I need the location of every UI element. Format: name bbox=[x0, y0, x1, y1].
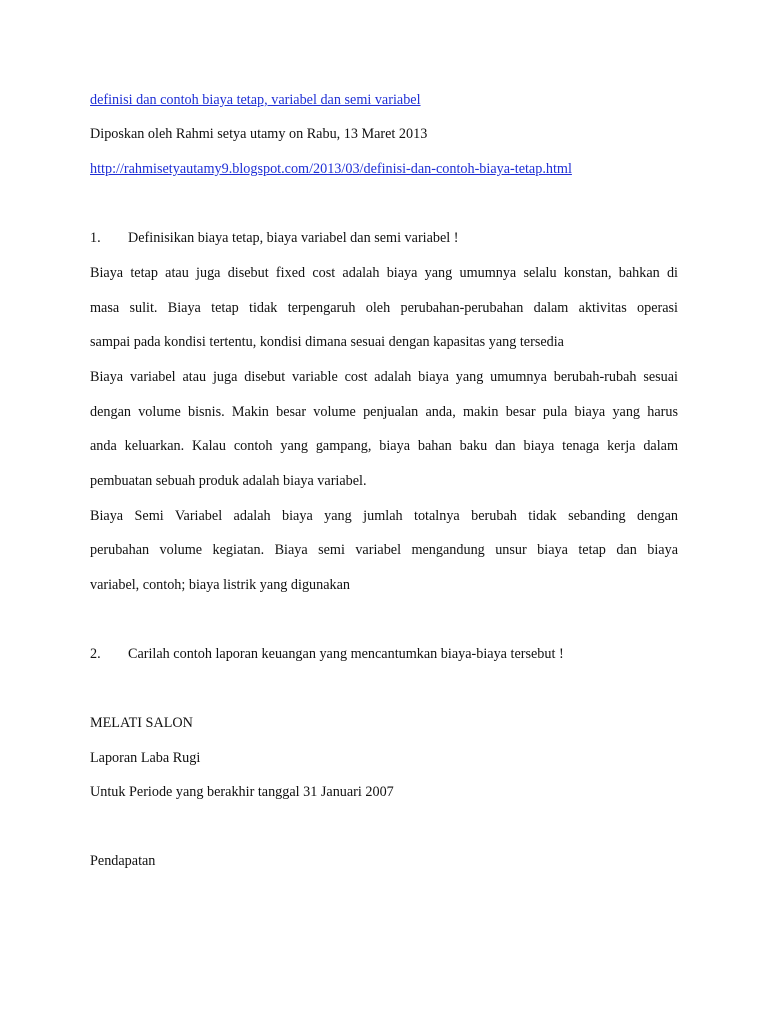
paragraph-line: perubahan volume kegiatan. Biaya semi variabel mengandung unsur biaya tetap dan biaya bbox=[90, 542, 678, 558]
paragraph-line: anda keluarkan. Kalau contoh yang gampang, biaya bahan baku dan biaya tenaga kerja dalam bbox=[90, 438, 678, 454]
posted-by-text: Diposkan oleh Rahmi setya utamy on Rabu, 13 Maret 2013 bbox=[90, 126, 428, 142]
paragraph-line: masa sulit. Biaya tetap tidak terpengaruh oleh perubahan-perubahan dalam aktivitas operasi bbox=[90, 300, 678, 316]
paragraph-line: Biaya variabel atau juga disebut variable cost adalah biaya yang umumnya berubah-rubah sesuai bbox=[90, 369, 678, 385]
question-2-text: Carilah contoh laporan keuangan yang mencantumkan biaya-biaya tersebut ! bbox=[128, 646, 564, 662]
report-section-heading: Pendapatan bbox=[90, 853, 156, 869]
source-url-link[interactable]: http://rahmisetyautamy9.blogspot.com/2013/03/definisi-dan-contoh-biaya-tetap.html bbox=[90, 161, 572, 177]
question-1-text: Definisikan biaya tetap, biaya variabel dan semi variabel ! bbox=[128, 230, 459, 246]
paragraph-line: sampai pada kondisi tertentu, kondisi dimana sesuai dengan kapasitas yang tersedia bbox=[90, 334, 564, 350]
title-link[interactable]: definisi dan contoh biaya tetap, variabel dan semi variabel bbox=[90, 92, 421, 108]
report-period: Untuk Periode yang berakhir tanggal 31 Januari 2007 bbox=[90, 784, 394, 800]
report-title: Laporan Laba Rugi bbox=[90, 750, 201, 766]
paragraph-line: variabel, contoh; biaya listrik yang digunakan bbox=[90, 577, 351, 593]
paragraph-line: pembuatan sebuah produk adalah biaya variabel. bbox=[90, 473, 367, 489]
paragraph-line: dengan volume bisnis. Makin besar volume penjualan anda, makin besar pula biaya yang harus bbox=[90, 404, 678, 420]
report-company-name: MELATI SALON bbox=[90, 715, 193, 731]
question-1-number: 1. bbox=[90, 230, 101, 246]
paragraph-line: Biaya tetap atau juga disebut fixed cost adalah biaya yang umumnya selalu konstan, bahkan di bbox=[90, 265, 678, 281]
question-2-number: 2. bbox=[90, 646, 101, 662]
paragraph-line: Biaya Semi Variabel adalah biaya yang jumlah totalnya berubah tidak sebanding dengan bbox=[90, 508, 678, 524]
